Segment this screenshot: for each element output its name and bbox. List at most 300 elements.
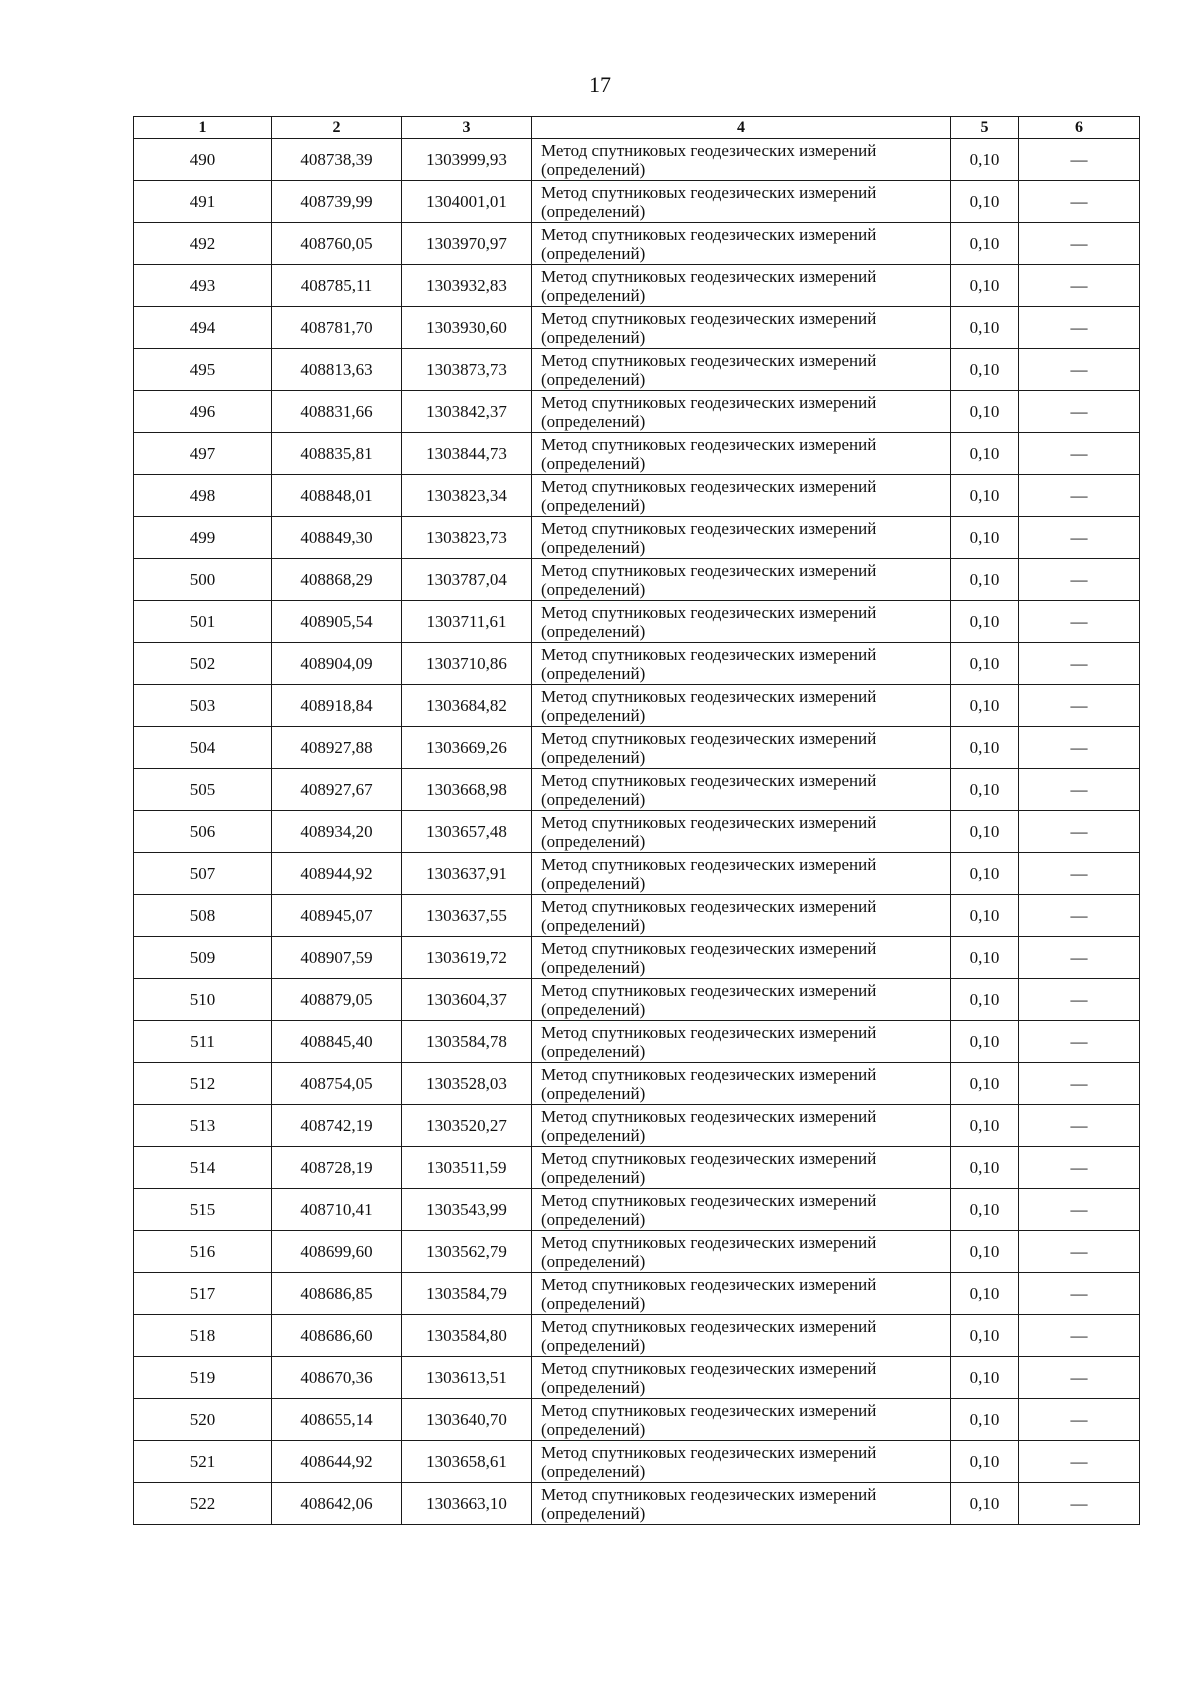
table-row xyxy=(134,223,1140,265)
table-body xyxy=(134,139,1140,1525)
note-cell: — xyxy=(1019,601,1140,643)
point-number-cell: 498 xyxy=(134,475,272,517)
method-cell xyxy=(532,1483,951,1525)
accuracy-cell: 0,10 xyxy=(951,769,1019,811)
table-row xyxy=(134,1315,1140,1357)
method-text-line-2: (определений) xyxy=(541,243,646,263)
coordinate-y-cell: 1303787,04 xyxy=(402,559,532,601)
point-number-cell: 511 xyxy=(134,1021,272,1063)
note-cell: — xyxy=(1019,223,1140,265)
coordinate-x-cell: 408785,11 xyxy=(272,265,402,307)
note-cell: — xyxy=(1019,307,1140,349)
coordinate-y-cell: 1303562,79 xyxy=(402,1231,532,1273)
coordinate-x-cell: 408835,81 xyxy=(272,433,402,475)
coordinate-y-cell: 1303511,59 xyxy=(402,1147,532,1189)
coordinate-y-cell: 1303637,91 xyxy=(402,853,532,895)
method-text-line-2: (определений) xyxy=(541,1125,646,1145)
method-text-line-1: Метод спутниковых геодезических измерений xyxy=(541,1316,877,1336)
accuracy-cell: 0,10 xyxy=(951,223,1019,265)
accuracy-cell: 0,10 xyxy=(951,307,1019,349)
point-number-cell: 502 xyxy=(134,643,272,685)
note-cell: — xyxy=(1019,391,1140,433)
coordinate-x-cell: 408879,05 xyxy=(272,979,402,1021)
note-cell: — xyxy=(1019,349,1140,391)
note-cell: — xyxy=(1019,937,1140,979)
coordinate-y-cell: 1303584,80 xyxy=(402,1315,532,1357)
table-row xyxy=(134,769,1140,811)
method-cell xyxy=(532,895,951,937)
table-row xyxy=(134,433,1140,475)
method-cell xyxy=(532,1315,951,1357)
point-number-cell: 517 xyxy=(134,1273,272,1315)
method-text-line-1: Метод спутниковых геодезических измерений xyxy=(541,1022,877,1042)
accuracy-cell: 0,10 xyxy=(951,937,1019,979)
point-number-cell: 504 xyxy=(134,727,272,769)
method-text-line-2: (определений) xyxy=(541,1083,646,1103)
point-number-cell: 515 xyxy=(134,1189,272,1231)
point-number-cell: 493 xyxy=(134,265,272,307)
coordinate-y-cell: 1303584,78 xyxy=(402,1021,532,1063)
column-header-6: 6 xyxy=(1019,117,1140,139)
coordinate-x-cell: 408655,14 xyxy=(272,1399,402,1441)
table-row xyxy=(134,307,1140,349)
point-number-cell: 513 xyxy=(134,1105,272,1147)
table-row xyxy=(134,1231,1140,1273)
coordinate-y-cell: 1303613,51 xyxy=(402,1357,532,1399)
method-cell xyxy=(532,727,951,769)
accuracy-cell: 0,10 xyxy=(951,517,1019,559)
point-number-cell: 500 xyxy=(134,559,272,601)
point-number-cell: 490 xyxy=(134,139,272,181)
note-cell: — xyxy=(1019,895,1140,937)
table-row xyxy=(134,1357,1140,1399)
method-cell xyxy=(532,1399,951,1441)
point-number-cell: 494 xyxy=(134,307,272,349)
coordinate-x-cell: 408739,99 xyxy=(272,181,402,223)
method-text-line-1: Метод спутниковых геодезических измерений xyxy=(541,1232,877,1252)
note-cell: — xyxy=(1019,1441,1140,1483)
coordinate-y-cell: 1303604,37 xyxy=(402,979,532,1021)
accuracy-cell: 0,10 xyxy=(951,1357,1019,1399)
method-text-line-2: (определений) xyxy=(541,789,646,809)
table-row xyxy=(134,1063,1140,1105)
method-text-line-1: Метод спутниковых геодезических измерений xyxy=(541,350,877,370)
method-text-line-2: (определений) xyxy=(541,285,646,305)
method-cell xyxy=(532,853,951,895)
method-text-line-2: (определений) xyxy=(541,831,646,851)
point-number-cell: 491 xyxy=(134,181,272,223)
coordinate-x-cell: 408742,19 xyxy=(272,1105,402,1147)
method-text-line-1: Метод спутниковых геодезических измерений xyxy=(541,770,877,790)
method-text-line-2: (определений) xyxy=(541,1167,646,1187)
column-header-1: 1 xyxy=(134,117,272,139)
point-number-cell: 495 xyxy=(134,349,272,391)
method-text-line-2: (определений) xyxy=(541,1377,646,1397)
coordinate-x-cell: 408848,01 xyxy=(272,475,402,517)
accuracy-cell: 0,10 xyxy=(951,1315,1019,1357)
method-text-line-2: (определений) xyxy=(541,495,646,515)
method-text-line-1: Метод спутниковых геодезических измерений xyxy=(541,518,877,538)
note-cell: — xyxy=(1019,181,1140,223)
table-row xyxy=(134,1441,1140,1483)
coordinate-y-cell: 1303999,93 xyxy=(402,139,532,181)
coordinate-x-cell: 408686,60 xyxy=(272,1315,402,1357)
method-text-line-1: Метод спутниковых геодезических измерений xyxy=(541,476,877,496)
method-cell xyxy=(532,1273,951,1315)
point-number-cell: 510 xyxy=(134,979,272,1021)
point-number-cell: 519 xyxy=(134,1357,272,1399)
coordinate-y-cell: 1303543,99 xyxy=(402,1189,532,1231)
table-row xyxy=(134,853,1140,895)
coordinate-x-cell: 408781,70 xyxy=(272,307,402,349)
coordinate-y-cell: 1303711,61 xyxy=(402,601,532,643)
method-text-line-1: Метод спутниковых геодезических измерений xyxy=(541,980,877,1000)
coordinate-y-cell: 1303657,48 xyxy=(402,811,532,853)
coordinate-y-cell: 1303710,86 xyxy=(402,643,532,685)
method-text-line-1: Метод спутниковых геодезических измерений xyxy=(541,1190,877,1210)
coordinate-x-cell: 408845,40 xyxy=(272,1021,402,1063)
table-row xyxy=(134,811,1140,853)
accuracy-cell: 0,10 xyxy=(951,601,1019,643)
coordinate-y-cell: 1303658,61 xyxy=(402,1441,532,1483)
coordinate-x-cell: 408699,60 xyxy=(272,1231,402,1273)
coordinate-x-cell: 408907,59 xyxy=(272,937,402,979)
table-row xyxy=(134,517,1140,559)
table-row xyxy=(134,601,1140,643)
note-cell: — xyxy=(1019,853,1140,895)
column-header-5: 5 xyxy=(951,117,1019,139)
coordinate-y-cell: 1303528,03 xyxy=(402,1063,532,1105)
method-text-line-2: (определений) xyxy=(541,1503,646,1523)
method-text-line-1: Метод спутниковых геодезических измерений xyxy=(541,812,877,832)
method-cell xyxy=(532,1021,951,1063)
method-text-line-2: (определений) xyxy=(541,957,646,977)
note-cell: — xyxy=(1019,1063,1140,1105)
note-cell: — xyxy=(1019,1021,1140,1063)
note-cell: — xyxy=(1019,1189,1140,1231)
coordinate-y-cell: 1303970,97 xyxy=(402,223,532,265)
table-row xyxy=(134,937,1140,979)
note-cell: — xyxy=(1019,727,1140,769)
point-number-cell: 505 xyxy=(134,769,272,811)
coordinate-y-cell: 1303823,34 xyxy=(402,475,532,517)
method-text-line-2: (определений) xyxy=(541,453,646,473)
method-text-line-1: Метод спутниковых геодезических измерений xyxy=(541,308,877,328)
coordinate-y-cell: 1303663,10 xyxy=(402,1483,532,1525)
point-number-cell: 512 xyxy=(134,1063,272,1105)
table-row xyxy=(134,727,1140,769)
method-text-line-1: Метод спутниковых геодезических измерений xyxy=(541,266,877,286)
method-text-line-1: Метод спутниковых геодезических измерений xyxy=(541,560,877,580)
method-cell xyxy=(532,1231,951,1273)
point-number-cell: 496 xyxy=(134,391,272,433)
point-number-cell: 520 xyxy=(134,1399,272,1441)
method-text-line-1: Метод спутниковых геодезических измерений xyxy=(541,602,877,622)
method-text-line-2: (определений) xyxy=(541,1041,646,1061)
point-number-cell: 516 xyxy=(134,1231,272,1273)
method-cell xyxy=(532,937,951,979)
point-number-cell: 521 xyxy=(134,1441,272,1483)
note-cell: — xyxy=(1019,475,1140,517)
accuracy-cell: 0,10 xyxy=(951,643,1019,685)
accuracy-cell: 0,10 xyxy=(951,811,1019,853)
note-cell: — xyxy=(1019,139,1140,181)
method-text-line-1: Метод спутниковых геодезических измерений xyxy=(541,728,877,748)
coordinate-x-cell: 408813,63 xyxy=(272,349,402,391)
accuracy-cell: 0,10 xyxy=(951,1105,1019,1147)
note-cell: — xyxy=(1019,433,1140,475)
coordinate-y-cell: 1303823,73 xyxy=(402,517,532,559)
method-text-line-2: (определений) xyxy=(541,537,646,557)
method-text-line-2: (определений) xyxy=(541,579,646,599)
table-row xyxy=(134,1483,1140,1525)
method-text-line-1: Метод спутниковых геодезических измерений xyxy=(541,182,877,202)
accuracy-cell: 0,10 xyxy=(951,475,1019,517)
method-text-line-2: (определений) xyxy=(541,999,646,1019)
column-header-3: 3 xyxy=(402,117,532,139)
table-row xyxy=(134,979,1140,1021)
accuracy-cell: 0,10 xyxy=(951,1483,1019,1525)
point-number-cell: 522 xyxy=(134,1483,272,1525)
method-cell xyxy=(532,601,951,643)
coordinate-y-cell: 1304001,01 xyxy=(402,181,532,223)
method-text-line-1: Метод спутниковых геодезических измерений xyxy=(541,224,877,244)
accuracy-cell: 0,10 xyxy=(951,1273,1019,1315)
table-header-row xyxy=(134,117,1140,139)
coordinate-x-cell: 408934,20 xyxy=(272,811,402,853)
method-text-line-1: Метод спутниковых геодезических измерений xyxy=(541,1442,877,1462)
note-cell: — xyxy=(1019,1357,1140,1399)
method-text-line-2: (определений) xyxy=(541,1461,646,1481)
coordinate-x-cell: 408918,84 xyxy=(272,685,402,727)
point-number-cell: 508 xyxy=(134,895,272,937)
table-row xyxy=(134,1021,1140,1063)
method-text-line-1: Метод спутниковых геодезических измерений xyxy=(541,1274,877,1294)
table-row xyxy=(134,349,1140,391)
coordinate-x-cell: 408754,05 xyxy=(272,1063,402,1105)
point-number-cell: 518 xyxy=(134,1315,272,1357)
method-text-line-1: Метод спутниковых геодезических измерений xyxy=(541,896,877,916)
coordinate-x-cell: 408927,88 xyxy=(272,727,402,769)
method-cell xyxy=(532,349,951,391)
method-cell xyxy=(532,517,951,559)
accuracy-cell: 0,10 xyxy=(951,349,1019,391)
coordinate-y-cell: 1303584,79 xyxy=(402,1273,532,1315)
method-cell xyxy=(532,1063,951,1105)
point-number-cell: 492 xyxy=(134,223,272,265)
method-cell xyxy=(532,1147,951,1189)
coordinates-table xyxy=(133,116,1140,1525)
method-text-line-1: Метод спутниковых геодезических измерений xyxy=(541,854,877,874)
table-row xyxy=(134,1147,1140,1189)
method-text-line-2: (определений) xyxy=(541,201,646,221)
point-number-cell: 507 xyxy=(134,853,272,895)
page-number: 17 xyxy=(589,72,611,97)
note-cell: — xyxy=(1019,517,1140,559)
coordinate-x-cell: 408644,92 xyxy=(272,1441,402,1483)
method-text-line-1: Метод спутниковых геодезических измерений xyxy=(541,140,877,160)
table-row xyxy=(134,685,1140,727)
note-cell: — xyxy=(1019,1483,1140,1525)
method-text-line-1: Метод спутниковых геодезических измерений xyxy=(541,938,877,958)
accuracy-cell: 0,10 xyxy=(951,1147,1019,1189)
accuracy-cell: 0,10 xyxy=(951,1063,1019,1105)
note-cell: — xyxy=(1019,1399,1140,1441)
coordinate-x-cell: 408760,05 xyxy=(272,223,402,265)
coordinate-y-cell: 1303520,27 xyxy=(402,1105,532,1147)
table-row xyxy=(134,391,1140,433)
coordinate-x-cell: 408738,39 xyxy=(272,139,402,181)
table-row xyxy=(134,1105,1140,1147)
coordinate-x-cell: 408670,36 xyxy=(272,1357,402,1399)
column-header-4: 4 xyxy=(532,117,951,139)
method-cell xyxy=(532,265,951,307)
method-cell xyxy=(532,685,951,727)
method-text-line-1: Метод спутниковых геодезических измерений xyxy=(541,392,877,412)
accuracy-cell: 0,10 xyxy=(951,685,1019,727)
table-row xyxy=(134,139,1140,181)
accuracy-cell: 0,10 xyxy=(951,1021,1019,1063)
accuracy-cell: 0,10 xyxy=(951,433,1019,475)
note-cell: — xyxy=(1019,265,1140,307)
point-number-cell: 503 xyxy=(134,685,272,727)
coordinate-x-cell: 408642,06 xyxy=(272,1483,402,1525)
method-cell xyxy=(532,475,951,517)
coordinate-y-cell: 1303640,70 xyxy=(402,1399,532,1441)
method-cell xyxy=(532,1189,951,1231)
point-number-cell: 514 xyxy=(134,1147,272,1189)
accuracy-cell: 0,10 xyxy=(951,895,1019,937)
accuracy-cell: 0,10 xyxy=(951,979,1019,1021)
accuracy-cell: 0,10 xyxy=(951,139,1019,181)
accuracy-cell: 0,10 xyxy=(951,1399,1019,1441)
coordinate-x-cell: 408904,09 xyxy=(272,643,402,685)
accuracy-cell: 0,10 xyxy=(951,1189,1019,1231)
method-cell xyxy=(532,1441,951,1483)
method-text-line-2: (определений) xyxy=(541,1293,646,1313)
method-cell xyxy=(532,769,951,811)
accuracy-cell: 0,10 xyxy=(951,391,1019,433)
table-row xyxy=(134,475,1140,517)
coordinate-x-cell: 408710,41 xyxy=(272,1189,402,1231)
note-cell: — xyxy=(1019,1231,1140,1273)
coordinate-x-cell: 408868,29 xyxy=(272,559,402,601)
note-cell: — xyxy=(1019,1273,1140,1315)
table-row xyxy=(134,643,1140,685)
note-cell: — xyxy=(1019,1105,1140,1147)
method-cell xyxy=(532,811,951,853)
method-text-line-2: (определений) xyxy=(541,1335,646,1355)
method-text-line-1: Метод спутниковых геодезических измерений xyxy=(541,1148,877,1168)
method-text-line-2: (определений) xyxy=(541,663,646,683)
method-cell xyxy=(532,223,951,265)
column-header-2: 2 xyxy=(272,117,402,139)
method-cell xyxy=(532,139,951,181)
accuracy-cell: 0,10 xyxy=(951,1231,1019,1273)
method-text-line-2: (определений) xyxy=(541,705,646,725)
coordinate-x-cell: 408905,54 xyxy=(272,601,402,643)
coordinate-y-cell: 1303930,60 xyxy=(402,307,532,349)
table-row xyxy=(134,265,1140,307)
table-row xyxy=(134,559,1140,601)
method-cell xyxy=(532,307,951,349)
method-text-line-2: (определений) xyxy=(541,915,646,935)
coordinate-x-cell: 408831,66 xyxy=(272,391,402,433)
note-cell: — xyxy=(1019,643,1140,685)
method-cell xyxy=(532,1357,951,1399)
accuracy-cell: 0,10 xyxy=(951,181,1019,223)
method-cell xyxy=(532,181,951,223)
method-cell xyxy=(532,559,951,601)
table-row xyxy=(134,1399,1140,1441)
point-number-cell: 499 xyxy=(134,517,272,559)
coordinate-y-cell: 1303932,83 xyxy=(402,265,532,307)
table-row xyxy=(134,1273,1140,1315)
note-cell: — xyxy=(1019,1147,1140,1189)
accuracy-cell: 0,10 xyxy=(951,853,1019,895)
coordinate-x-cell: 408728,19 xyxy=(272,1147,402,1189)
method-text-line-2: (определений) xyxy=(541,369,646,389)
method-text-line-2: (определений) xyxy=(541,327,646,347)
accuracy-cell: 0,10 xyxy=(951,1441,1019,1483)
coordinate-y-cell: 1303669,26 xyxy=(402,727,532,769)
table-row xyxy=(134,1189,1140,1231)
note-cell: — xyxy=(1019,811,1140,853)
method-text-line-1: Метод спутниковых геодезических измерений xyxy=(541,1358,877,1378)
method-cell xyxy=(532,979,951,1021)
method-text-line-2: (определений) xyxy=(541,159,646,179)
coordinate-y-cell: 1303844,73 xyxy=(402,433,532,475)
method-text-line-2: (определений) xyxy=(541,873,646,893)
note-cell: — xyxy=(1019,685,1140,727)
table-row xyxy=(134,895,1140,937)
method-cell xyxy=(532,433,951,475)
method-text-line-1: Метод спутниковых геодезических измерений xyxy=(541,1106,877,1126)
accuracy-cell: 0,10 xyxy=(951,559,1019,601)
note-cell: — xyxy=(1019,979,1140,1021)
method-text-line-2: (определений) xyxy=(541,411,646,431)
accuracy-cell: 0,10 xyxy=(951,265,1019,307)
method-text-line-2: (определений) xyxy=(541,1209,646,1229)
accuracy-cell: 0,10 xyxy=(951,727,1019,769)
coordinate-x-cell: 408944,92 xyxy=(272,853,402,895)
coordinate-x-cell: 408945,07 xyxy=(272,895,402,937)
point-number-cell: 506 xyxy=(134,811,272,853)
table-row xyxy=(134,181,1140,223)
point-number-cell: 509 xyxy=(134,937,272,979)
method-text-line-1: Метод спутниковых геодезических измерений xyxy=(541,434,877,454)
coordinate-x-cell: 408686,85 xyxy=(272,1273,402,1315)
method-text-line-1: Метод спутниковых геодезических измерений xyxy=(541,1400,877,1420)
coordinate-y-cell: 1303637,55 xyxy=(402,895,532,937)
coordinate-y-cell: 1303842,37 xyxy=(402,391,532,433)
method-text-line-2: (определений) xyxy=(541,1419,646,1439)
method-text-line-2: (определений) xyxy=(541,621,646,641)
point-number-cell: 497 xyxy=(134,433,272,475)
coordinate-x-cell: 408927,67 xyxy=(272,769,402,811)
coordinate-y-cell: 1303668,98 xyxy=(402,769,532,811)
method-text-line-2: (определений) xyxy=(541,1251,646,1271)
note-cell: — xyxy=(1019,559,1140,601)
note-cell: — xyxy=(1019,1315,1140,1357)
method-text-line-1: Метод спутниковых геодезических измерений xyxy=(541,686,877,706)
coordinate-y-cell: 1303619,72 xyxy=(402,937,532,979)
method-text-line-2: (определений) xyxy=(541,747,646,767)
note-cell: — xyxy=(1019,769,1140,811)
method-cell xyxy=(532,1105,951,1147)
method-text-line-1: Метод спутниковых геодезических измерений xyxy=(541,1064,877,1084)
coordinate-y-cell: 1303684,82 xyxy=(402,685,532,727)
